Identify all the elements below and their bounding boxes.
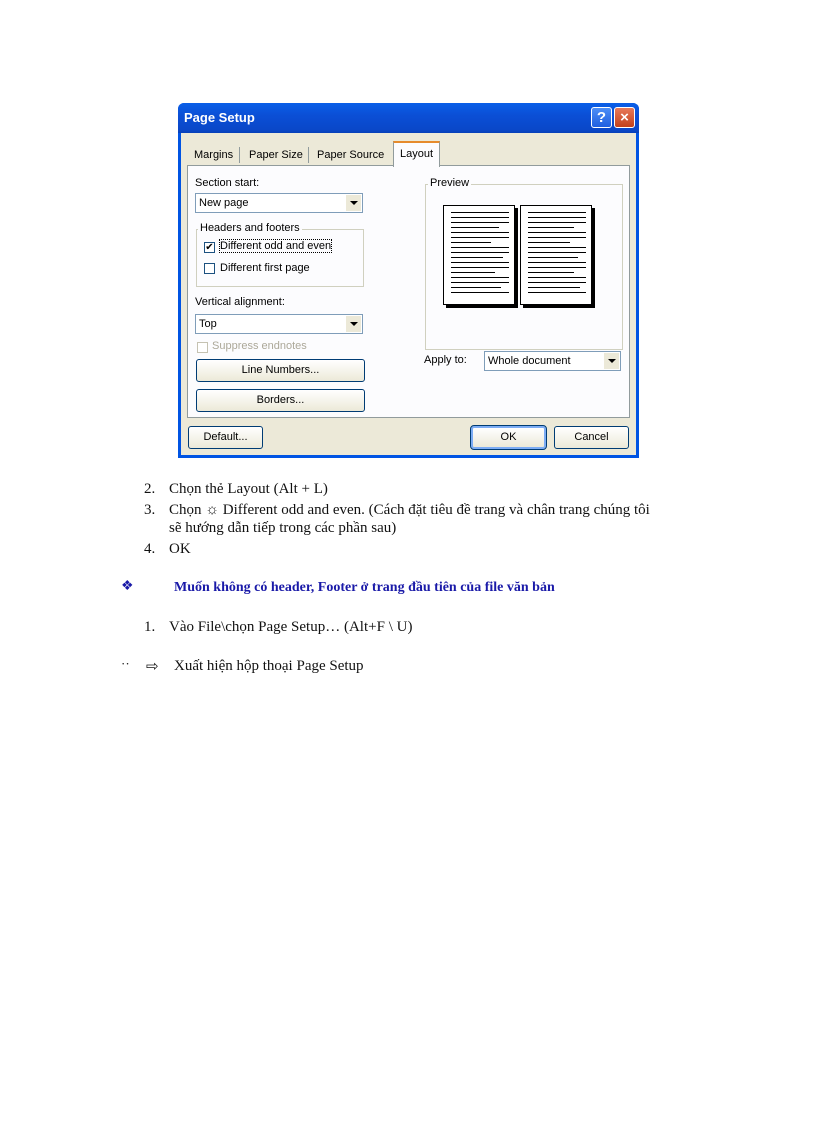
step-text: Chọn ☼ Different odd and even. (Cách đặt tiêu đề trang và chân trang chúng tôi [169, 502, 650, 518]
dialog-titlebar[interactable] [178, 103, 639, 133]
result-text: Xuất hiện hộp thoại Page Setup [174, 658, 364, 674]
dots-bullet: ·· [121, 656, 130, 671]
preview-label: Preview [430, 177, 470, 189]
borders-button[interactable]: Borders... [196, 389, 365, 412]
step-number: 3. [144, 502, 156, 518]
preview-page-right [520, 205, 592, 305]
vertical-alignment-select[interactable] [195, 314, 363, 334]
chevron-down-icon[interactable] [346, 195, 361, 211]
different-first-page-checkbox[interactable] [204, 263, 215, 274]
line-numbers-button[interactable]: Line Numbers... [196, 359, 365, 382]
different-odd-even-checkbox[interactable]: ✔ [205, 242, 214, 253]
tab-separator [308, 147, 309, 163]
section-start-label: Section start: [195, 177, 260, 189]
arrow-right-icon: ⇨ [146, 659, 159, 675]
preview-page-left [443, 205, 515, 305]
step-number: 1. [144, 619, 156, 635]
vertical-alignment-label: Vertical alignment: [195, 296, 285, 308]
dialog-title: Page Setup [184, 110, 255, 125]
tab-paper-source[interactable]: Paper Source [317, 149, 385, 161]
step-number: 2. [144, 481, 156, 497]
diamond-bullet-icon: ❖ [121, 579, 134, 594]
vertical-alignment-value: Top [199, 318, 217, 330]
step-text: OK [169, 541, 191, 557]
step-text-continued: sẽ hướng dẫn tiếp trong các phần sau) [169, 520, 397, 536]
headers-footers-group [196, 229, 364, 287]
dialog-client [181, 133, 636, 455]
section-start-select[interactable] [195, 193, 363, 213]
close-button[interactable]: × [614, 107, 635, 128]
help-button[interactable]: ? [591, 107, 612, 128]
tab-separator [239, 147, 240, 163]
section-heading: Muốn không có header, Footer ở trang đầu tiên của file văn bản [174, 580, 555, 595]
apply-to-select[interactable] [484, 351, 621, 371]
different-odd-even-label: Different odd and even [220, 240, 332, 252]
suppress-endnotes-checkbox[interactable] [197, 342, 208, 353]
headers-footers-label: Headers and footers [200, 222, 300, 234]
different-first-page-label: Different first page [220, 262, 310, 274]
section-start-value: New page [199, 197, 249, 209]
apply-to-value: Whole document [488, 355, 571, 367]
step-number: 4. [144, 541, 156, 557]
layout-tab-panel [187, 165, 630, 418]
page-setup-dialog [178, 103, 639, 458]
chevron-down-icon[interactable] [346, 316, 361, 332]
default-button[interactable]: Default... [188, 426, 263, 449]
suppress-endnotes-label: Suppress endnotes [212, 340, 307, 352]
tab-layout[interactable]: Layout [393, 141, 440, 167]
tab-margins[interactable]: Margins [194, 149, 234, 161]
ok-button[interactable]: OK [471, 426, 546, 449]
step-text: Vào File\chọn Page Setup… (Alt+F \ U) [169, 619, 413, 635]
apply-to-label: Apply to: [424, 354, 467, 366]
cancel-button[interactable]: Cancel [554, 426, 629, 449]
chevron-down-icon[interactable] [604, 353, 619, 369]
tab-paper-size[interactable]: Paper Size [249, 149, 303, 161]
step-text: Chọn thẻ Layout (Alt + L) [169, 481, 328, 497]
